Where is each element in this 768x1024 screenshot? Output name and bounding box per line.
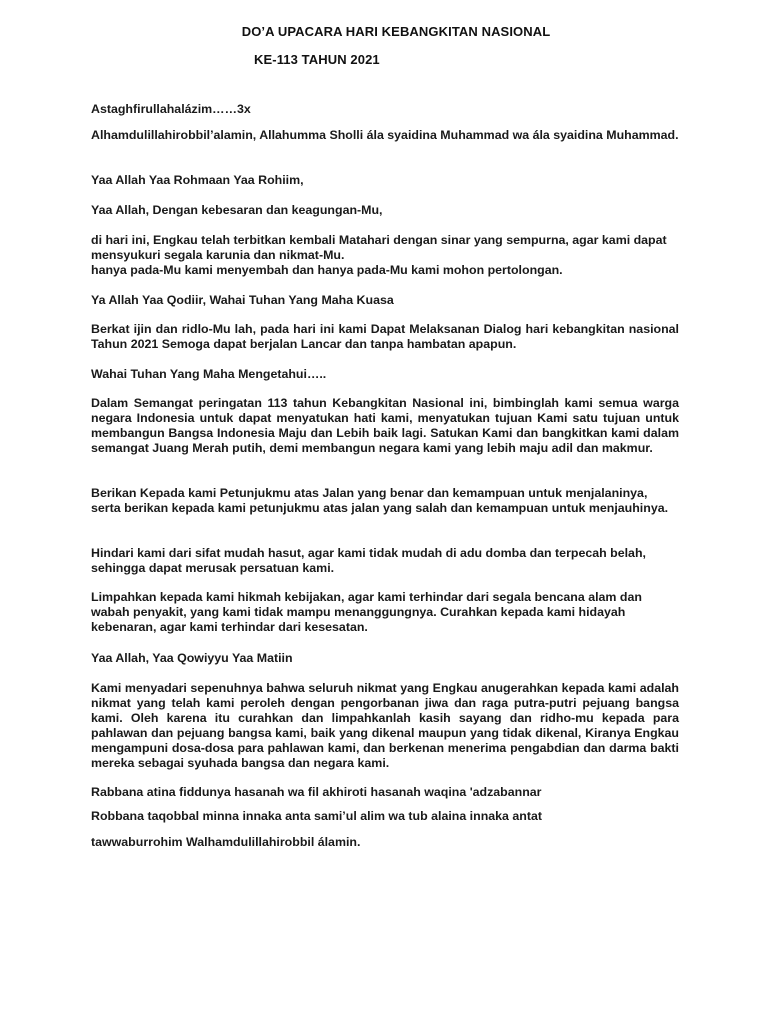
paragraph-invocation-4: Wahai Tuhan Yang Maha Mengetahui….. [91, 367, 327, 381]
paragraph-unity: Dalam Semangat peringatan 113 tahun Kebangkitan Nasional ini, bimbinglah kami semua warga negara Indonesia untuk dapat menyatukan hati kami, menyatukan tujuan Kami satu tujuan untuk membangun Bangsa Indonesia Maju dan Lebih baik lagi. Satukan Kami dan bangkitkan kami dalam semangat Juang Merah putih, demi membangun negara kami yang lebih maju adil dan makmur. [91, 396, 679, 455]
paragraph-protection: Hindari kami dari sifat mudah hasut, agar kami tidak mudah di adu domba dan terpecah belah, sehingga dapat merusak persatuan kami. [91, 546, 646, 575]
paragraph-rabbana-2: Robbana taqobbal minna innaka anta sami’ul alim wa tub alaina innaka antat [91, 809, 542, 823]
paragraph-invocation-5: Yaa Allah, Yaa Qowiyyu Yaa Matiin [91, 651, 293, 665]
paragraph-blessing: Berkat ijin dan ridlo-Mu lah, pada hari ini kami Dapat Melaksanan Dialog hari kebangkitan nasional Tahun 2021 Semoga dapat berjalan Lancar dan tanpa hambatan apapun. [91, 322, 679, 351]
document-subtitle: KE-113 TAHUN 2021 [254, 52, 380, 67]
paragraph-guidance: Berikan Kepada kami Petunjukmu atas Jalan yang benar dan kemampuan untuk menjalaninya, serta berikan kepada kami petunjukmu atas jalan yang salah dan kemampuan untuk menjauhinya. [91, 486, 669, 515]
paragraph-sunrise: di hari ini, Engkau telah terbitkan kembali Matahari dengan sinar yang sempurna, agar kami dapat mensyukuri segala karunia dan nikmat-Mu. [91, 233, 667, 262]
paragraph-invocation-1: Yaa Allah Yaa Rohmaan Yaa Rohiim, [91, 173, 304, 187]
paragraph-closing: tawwaburrohim Walhamdulillahirobbil álamin. [91, 835, 361, 849]
paragraph-rabbana-1: Rabbana atina fiddunya hasanah wa fil akhiroti hasanah waqina 'adzabannar [91, 785, 542, 799]
paragraph-wisdom: Limpahkan kepada kami hikmah kebijakan, agar kami terhindar dari segala bencana alam dan wabah penyakit, yang kami tidak mampu menanggungnya. Curahkan kepada kami hidayah kebenaran, agar kami terhindar dari kesesatan. [91, 590, 642, 634]
paragraph-istighfar: Astaghfirullahalázim……3x [91, 102, 251, 116]
paragraph-invocation-2: Yaa Allah, Dengan kebesaran dan keagungan-Mu, [91, 203, 383, 217]
paragraph-hamdalah: Alhamdulillahirobbil’alamin, Allahumma Sholli ála syaidina Muhammad wa ála syaidina Muhammad. [91, 128, 679, 142]
document-title: DO’A UPACARA HARI KEBANGKITAN NASIONAL [241, 24, 551, 39]
paragraph-heroes: Kami menyadari sepenuhnya bahwa seluruh nikmat yang Engkau anugerahkan kepada kami adalah nikmat yang telah kami peroleh dengan pengorbanan jiwa dan raga putra-putri pejuang bangsa kami. Oleh karena itu curahkan dan limpahkanlah kasih sayang dan ridho-mu kepada para pahlawan dan pejuang bangsa kami, baik yang dikenal maupun yang tidak dikenal, Kiranya Engkau mengampuni dosa-dosa para pahlawan kami, dan berkenan menerima pengabdian dan darma bakti mereka sebagai syuhada bangsa dan negara kami. [91, 681, 679, 770]
paragraph-worship: hanya pada-Mu kami menyembah dan hanya pada-Mu kami mohon pertolongan. [91, 263, 563, 277]
paragraph-invocation-3: Ya Allah Yaa Qodiir, Wahai Tuhan Yang Maha Kuasa [91, 293, 394, 307]
